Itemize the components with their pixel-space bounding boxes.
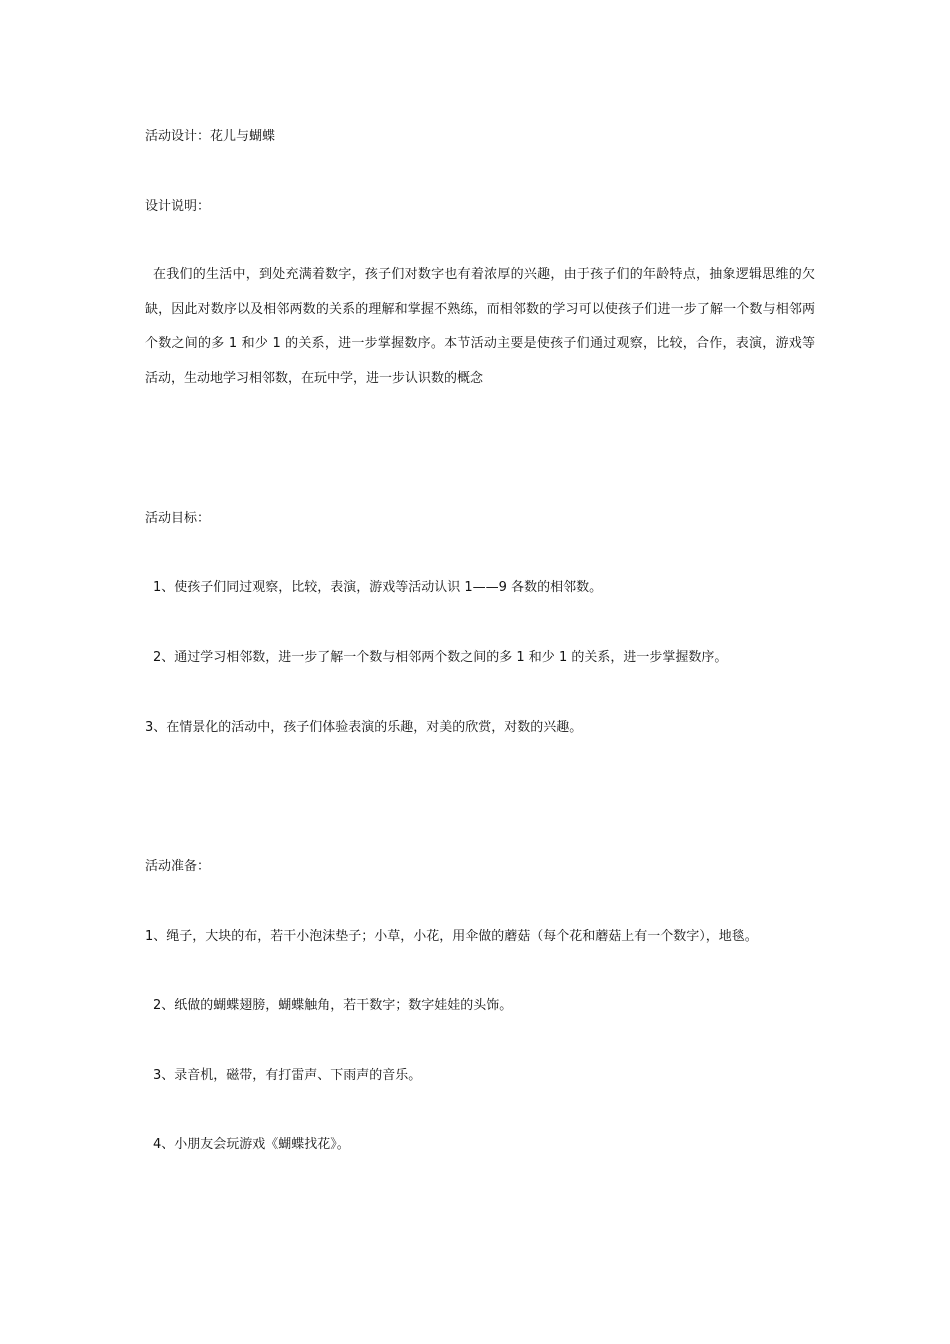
goal-item-1: 1、使孩子们同过观察，比较，表演，游戏等活动认识 1——9 各数的相邻数。 bbox=[153, 580, 603, 595]
goal-item-3: 3、在情景化的活动中，孩子们体验表演的乐趣，对美的欣赏，对数的兴趣。 bbox=[145, 720, 583, 735]
document-title: 活动设计：花儿与蝴蝶 bbox=[145, 129, 276, 144]
goals-heading: 活动目标： bbox=[145, 511, 211, 526]
goal-item-2: 2、通过学习相邻数，进一步了解一个数与相邻两个数之间的多 1 和少 1 的关系，进一步掌握数序。 bbox=[153, 650, 728, 665]
design-note-heading: 设计说明： bbox=[145, 199, 211, 214]
prep-item-4: 4、小朋友会玩游戏《蝴蝶找花》。 bbox=[153, 1137, 350, 1152]
design-note-body: 在我们的生活中，到处充满着数字，孩子们对数字也有着浓厚的兴趣，由于孩子们的年龄特点，抽象逻辑思维的欠缺，因此对数序以及相邻两数的关系的理解和掌握不熟练，而相邻数的学习可以使孩子们进一步了解一个数与相邻两个数之间的多 1 和少 1 的关系，进一步掌握数序。本节活动主要是使孩子们通过观察，比较，合作，表演，游戏等活动，生动地学习相邻数，在玩中学，进一步认识数的概念 bbox=[145, 267, 815, 386]
prep-item-2: 2、纸做的蝴蝶翅膀，蝴蝶触角，若干数字；数字娃娃的头饰。 bbox=[153, 998, 513, 1013]
prep-item-3: 3、录音机，磁带，有打雷声、下雨声的音乐。 bbox=[153, 1068, 422, 1083]
prep-heading: 活动准备： bbox=[145, 859, 211, 874]
prep-item-1: 1、绳子，大块的布，若干小泡沫垫子；小草，小花，用伞做的蘑菇（每个花和蘑菇上有一个数字），地毯。 bbox=[145, 929, 758, 944]
